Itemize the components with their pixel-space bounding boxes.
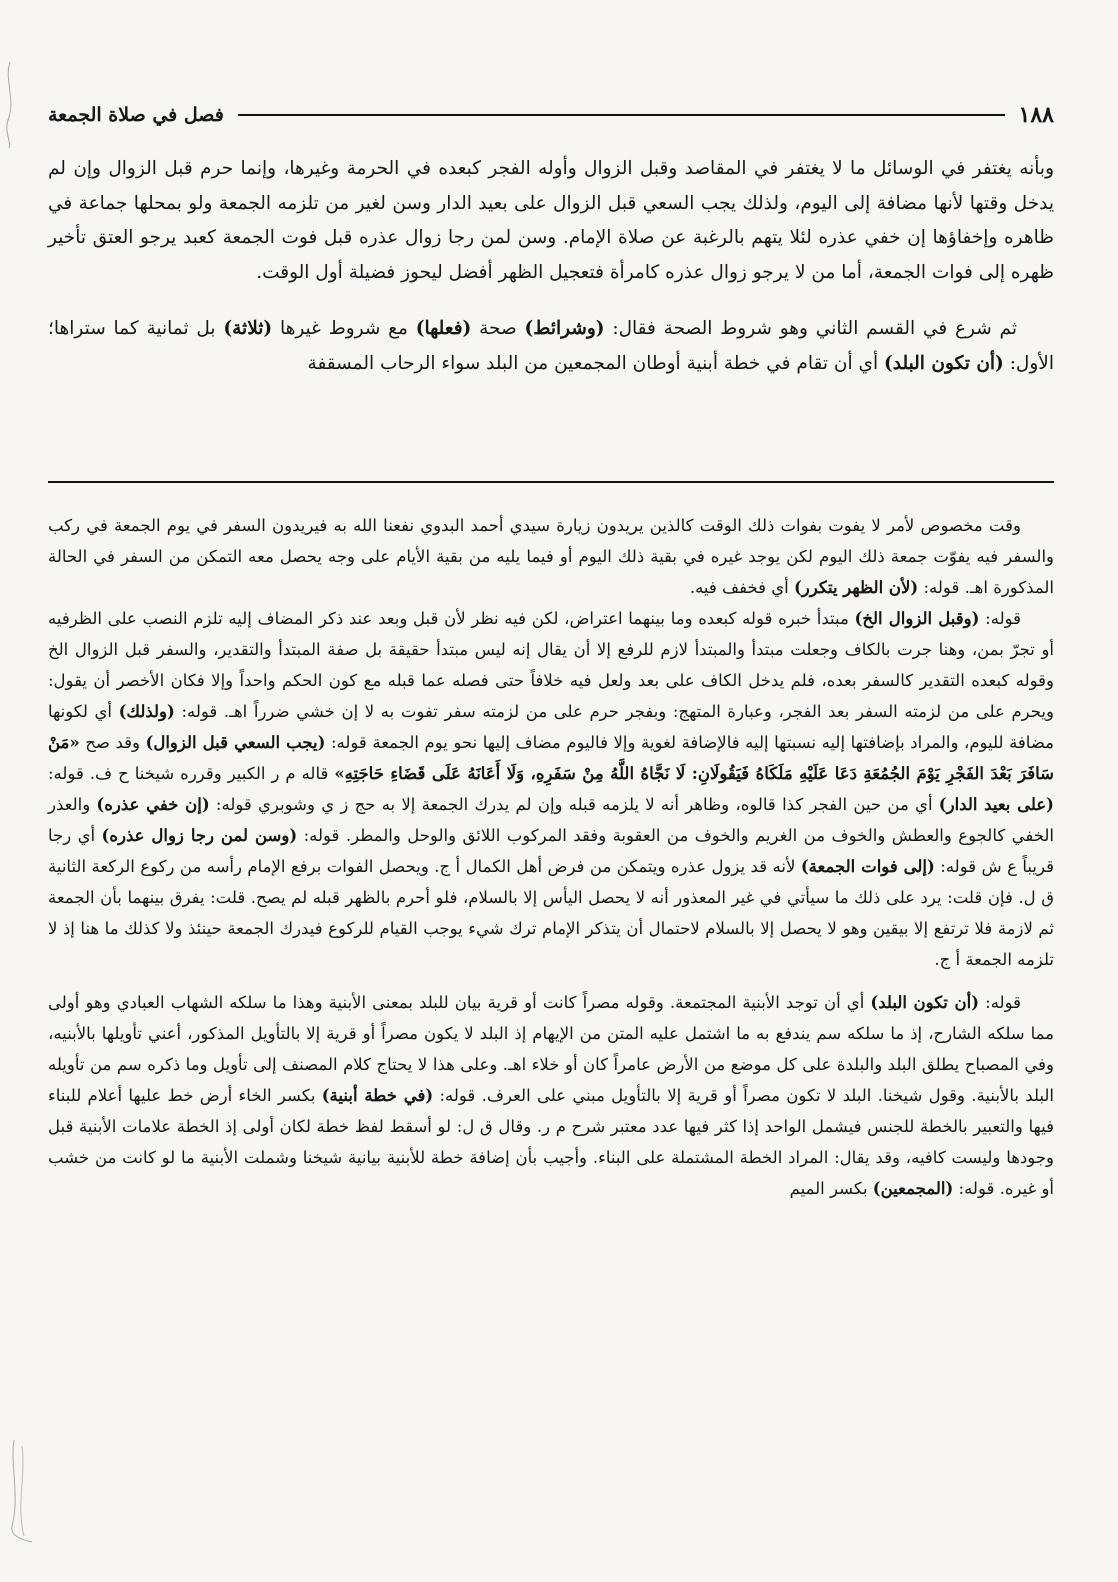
text-run: وقت مخصوص لأمر لا يفوت بفوات ذلك الوقت كالذين يريدون زيارة سيدي أحمد البدوي نفعنا الله به فيريدون السفر في يوم الجمعة في ركب والسفر فيه يفوّت جمعة ذلك اليوم لكن يوجد غيره في بقية ذلك اليوم أو فيما يليه من بقية الأيام على وجه يحصل معه التمكن من السفر في الحالة المذكورة اهـ. قوله: <box>48 516 1054 597</box>
bold-term: (لأن الظهر يتكرر) <box>794 578 919 597</box>
note-paragraph <box>48 510 1054 603</box>
page-header <box>48 98 1054 132</box>
bold-term: (ولذلك) <box>118 702 175 721</box>
text-run: لأنه قد يزول عذره ويتمكن من فرض أهل الكمال أ ج. ويحصل الفوات برفع الإمام رأسه من ركوع الركعة الثانية ق ل. فإن قلت: يرد على ذلك ما سيأتي في غير المعذور أنه لا يحصل اليأس إلا بالسلام، فلو أحرم بالظهر قبله لم يصح. قلت: يفرق بينهما بأن الجمعة ثم لازمة فلا ترتفع إلا بيقين وهو لا يحصل إلا بالسلام لاحتمال أن يتذكر الإمام ترك شيء يوجب القيام للركوع فيدرك الجمعة حينئذ ولا كذلك ما هنا إذ لا تلزمه الجمعة أ ج. <box>48 857 1054 969</box>
text-run: أي فخفف فيه. <box>689 578 794 597</box>
text-run: والعذر الخفي كالجوع والعطش والخوف من الغريم والخوف من العقوبة وفقد المركوب اللائق والوحل والمطر. قوله: <box>48 795 1054 845</box>
footnote-divider <box>48 481 1054 483</box>
text-run: مع شروط غيرها <box>272 318 416 339</box>
bold-term: (على بعيد الدار) <box>938 795 1054 814</box>
bold-term: (وشرائط) <box>524 318 605 339</box>
main-paragraph <box>48 312 1054 381</box>
bold-term: (إلى فوات الجمعة) <box>800 857 935 876</box>
section-title: فصل في صلاة الجمعة <box>48 104 224 126</box>
page-edge-mark-bottom <box>2 1436 36 1546</box>
text-run: أي من حين الفجر كذا قالوه، وظاهر أنه لا يلزمه قبله وإن لم يدرك الجمعة إلا به حج ز ي وشوبري قوله: <box>209 795 939 814</box>
header-rule <box>238 114 1005 116</box>
main-text <box>48 152 1054 381</box>
bold-term: (في خطة أبنية) <box>321 1086 434 1105</box>
text-run: أي لكونها مضافة لليوم، والمراد بإضافتها إليه نسبتها إليه فالإضافة لغوية وإلا فاليوم مضاف إليها نحو يوم الجمعة قوله: <box>48 702 1054 752</box>
bold-term: (أن تكون البلد) <box>883 352 1004 374</box>
note-paragraph <box>48 603 1054 975</box>
text-run: قوله: <box>979 609 1022 628</box>
text-run: قاله م ر الكبير وقرره شيخنا ح ف. قوله: <box>48 764 335 783</box>
bold-term: (وقبل الزوال الخ) <box>854 609 980 628</box>
bold-term: (وسن لمن رجا زوال عذره) <box>101 826 298 845</box>
page-edge-mark-top <box>0 60 20 150</box>
note-paragraph <box>48 987 1054 1204</box>
text-run: أي أن تقام في خطة أبنية أوطان المجمعين من البلد سواء الرحاب المسقفة <box>307 352 884 374</box>
hadith-quote: «مَنْ سَافَرَ بَعْدَ الفَجْرِ يَوْمَ الجُمُعَةِ دَعَا عَلَيْهِ مَلَكَاهُ فَيَقُولَانِ: لَا نَجَّاهُ اللَّهُ مِنْ سَفَرِهِ، وَلَا أَعَانَهُ عَلَى قَضَاءِ حَاجَتِهِ» <box>48 733 1054 783</box>
bold-term: (المجمعين) <box>872 1179 954 1198</box>
text-run: أي أن توجد الأبنية المجتمعة. وقوله مصراً كانت أو قرية بيان للبلد بمعنى الأبنية وهذا ما سلكه الشهاب العبادي وهو أولى مما سلكه الشارح، إذ ما سلكه سم يندفع به ما اشتمل عليه المتن من الإيهام إذ البلد لا يكون مصراً أو قرية إلا بالتأويل المذكور، أعني تأويلها بالأبنيه، وفي المصباح يطلق البلد والبلدة على كل موضع من الأرض عامراً كان أو خلاء اهـ. وعلى هذا لا يحتاج كلام المصنف إلى تأويل وما ذكره سم من تأويله البلد بالأبنية. وقول شيخنا. البلد لا تكون مصراً أو قرية إلا بالتأويل مبني على العرف. قوله: <box>48 993 1054 1105</box>
bold-term: (ثلاثة) <box>223 318 273 339</box>
text-run: ثم شرع في القسم الثاني وهو شروط الصحة فقال: <box>604 318 1017 339</box>
text-run: بل ثمانية كما ستراها؛ الأول: <box>48 318 1054 374</box>
text-run: بكسر الميم <box>789 1179 873 1198</box>
commentary-notes <box>48 510 1054 1204</box>
text-run: أي رجا قريباً ع ش قوله: <box>48 826 1054 876</box>
main-paragraph: وبأنه يغتفر في الوسائل ما لا يغتفر في المقاصد وقبل الزوال وأوله الفجر كبعده في الحرمة وغيرها، وإنما حرم قبل الزوال وإن لم يدخل وقتها لأنها مضافة إلى اليوم، ولذلك يجب السعي قبل الزوال على بعيد الدار وسن لغير من تلزمه الجمعة ولو بمحلها جماعة في ظاهره وإخفاؤها إن خفي عذره لئلا يتهم بالرغبة عن صلاة الإمام. وسن لمن رجا زوال عذره قبل فوت الجمعة كعبد يرجو العتق تأخير ظهره إلى فوات الجمعة، أما من لا يرجو زوال عذره كامرأة فتعجيل الظهر أفضل ليحوز فضيلة أول الوقت. <box>48 158 1054 283</box>
text-run: وقد صح <box>79 733 146 752</box>
text-run: صحة <box>471 318 525 339</box>
bold-term: (إن خفي عذره) <box>96 795 210 814</box>
text-run: بكسر الخاء أرض خط عليها أعلام للبناء فيها والتعبير بالخطة للجنس فيشمل الواحد إذا كثر فيها عدد معتبر شرح م ر. وقال ق ل: لو أسقط لفظ خطة لكان أولى إذ الخطة علامات الأبنية قبل وجودها وليست كافيه، وقد يقال: المراد الخطة المشتملة على البناء. وأجيب بأن إضافة خطة للأبنية بيانية شيخنا وشملت الأبنية ما لو كانت من خشب أو غيره. قوله: <box>48 1086 1054 1198</box>
bold-term: (فعلها) <box>415 318 472 339</box>
text-run: مبتدأ خبره قوله كبعده وما بينهما اعتراض، لكن فيه نظر لأن قبل وبعد عند ذكر المضاف إليه تلزم النصب على الظرفيه أو تجرّ بمن، وهنا جرت بالكاف وجعلت مبتدأ والمبتدأ لازم للرفع إلا أن يقال إنه ليس مبتدأ حقيقة بل صفة المبتدأ والتقدير، والسفر قبل الزوال الخ وقوله كبعده التقدير كالسفر بعده، فلم يدخل الكاف على بعد ولعل فيه خلافاً حتى فصله عما قبله مع كون الحكم واحداً وإلا فكان الأخصر أن يقول: ويحرم على من لزمته السفر بعد الفجر، وعبارة المتهج: وبفجر حرم على من لزمته سفر تفوت به لا إن خشي ضرراً اهـ. قوله: <box>48 609 1054 721</box>
bold-term: (يجب السعي قبل الزوال) <box>145 733 326 752</box>
bold-term: (أن تكون البلد) <box>870 993 980 1012</box>
text-run: قوله: <box>979 993 1021 1012</box>
page-number: ١٨٨ <box>1018 102 1054 128</box>
